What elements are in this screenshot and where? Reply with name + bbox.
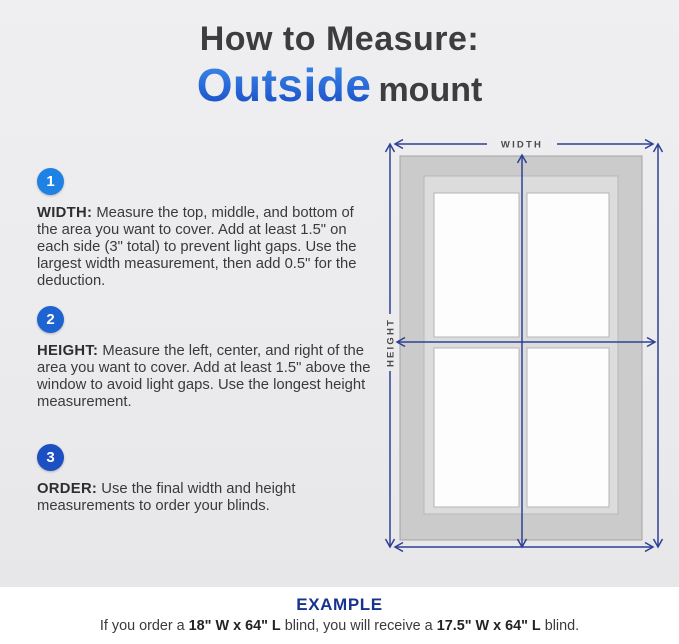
step-3-body: Use the final width and height measurements to order your blinds. [37,481,296,514]
step-2-body: Measure the left, center, and right of the area you want to cover. Add at least 1.5" above the window to avoid light gaps. Use the longest height measurement. [37,343,371,410]
step-3-number: 3 [46,449,55,466]
step-3 [37,444,371,515]
header [0,22,679,109]
title-suffix-mount: mount [378,70,483,109]
step-1-number-badge [37,168,64,195]
example-heading: EXAMPLE [296,595,383,614]
step-2-number-badge [37,306,64,333]
example-strip [0,587,679,644]
step-3-number-badge [37,444,64,471]
page-title: How to Measure: [199,20,480,58]
width-arrow-label: WIDTH [500,139,544,151]
example-sentence [0,618,679,634]
title-highlight-outside: Outside [196,58,372,111]
example-middle: blind, you will receive a [280,618,437,634]
page-subtitle [0,58,679,111]
window-pane-top-left [434,193,519,337]
step-2-label: HEIGHT: [37,343,99,359]
step-1-body: Measure the top, middle, and bottom of the area you want to cover. Add at least 1.5" on each side (3" total) to prevent light gaps. Use the largest width measurement, then add 0.5" for the deduction. [37,205,357,289]
example-suffix: blind. [540,618,580,634]
step-2-text [37,343,371,411]
step-3-text [37,481,371,515]
example-prefix: If you order a [99,618,189,634]
example-order-size: 18" W x 64" L [188,618,281,634]
step-2 [37,306,371,411]
right-height-arrow [654,144,663,547]
window-illustration [400,156,642,540]
window-pane-top-right [527,193,609,337]
step-2-number: 2 [46,311,55,328]
height-arrow-label: HEIGHT [385,317,397,368]
step-1 [37,168,371,290]
window-measurement-diagram [383,133,671,557]
example-receive-size: 17.5" W x 64" L [436,618,541,634]
step-1-number: 1 [46,173,55,190]
step-1-text [37,205,371,290]
window-pane-bottom-left [434,348,519,507]
step-3-label: ORDER: [37,481,98,497]
window-pane-bottom-right [527,348,609,507]
step-1-label: WIDTH: [37,205,93,221]
